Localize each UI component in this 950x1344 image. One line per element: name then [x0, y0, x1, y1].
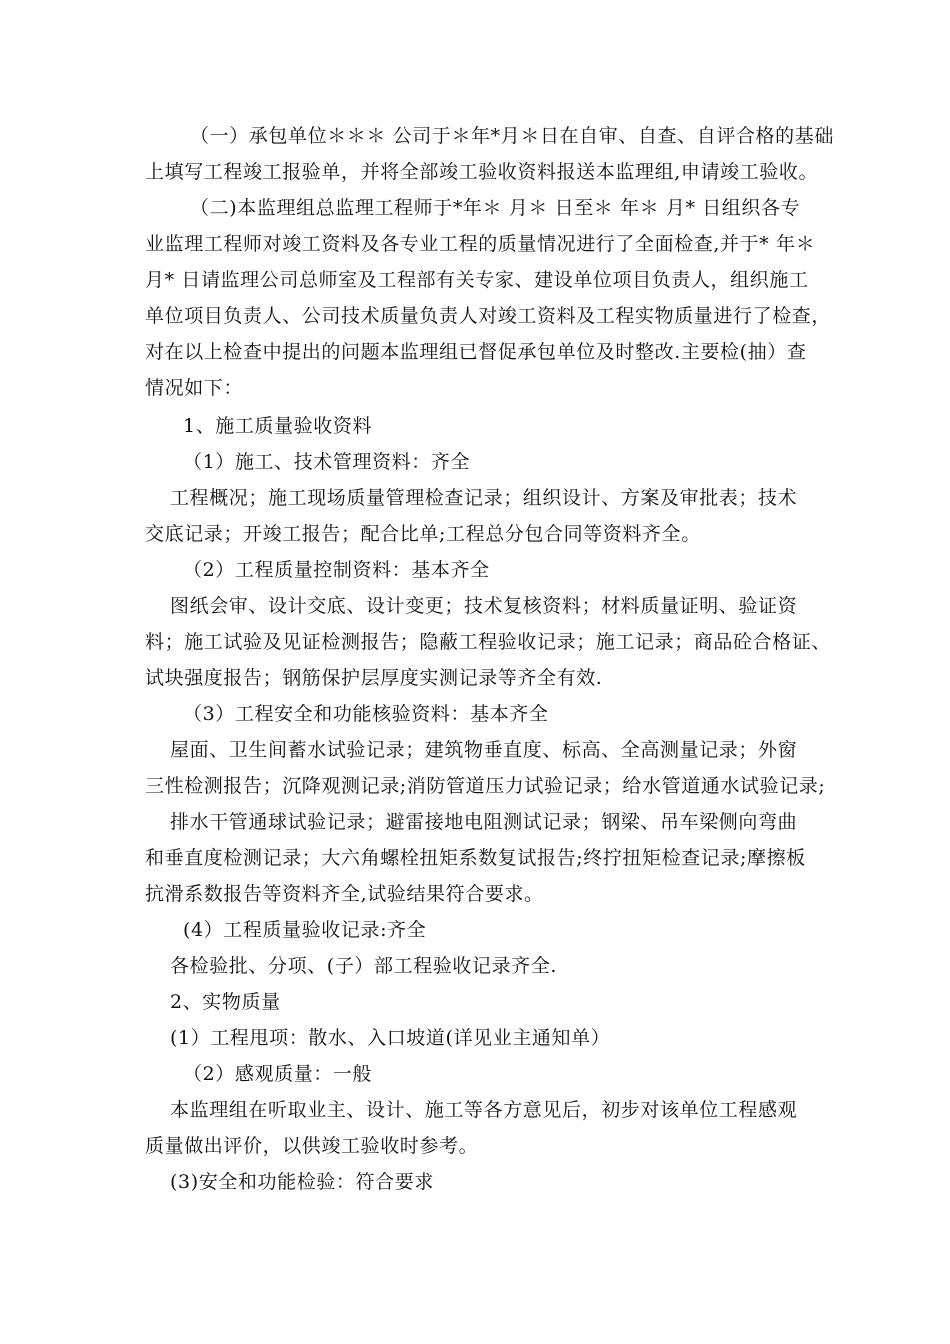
paragraph-1-line-1: （一）承包单位＊＊＊ 公司于＊年*月＊日在自审、自查、自评合格的基础 [190, 125, 834, 147]
item-1-1-line-2: 交底记录；开竣工报告；配合比单;工程总分包合同等资料齐全。 [145, 523, 701, 545]
subheading-2-3: (3)安全和功能检验：符合要求 [170, 1171, 434, 1193]
item-2-2-line-1: 本监理组在听取业主、设计、施工等各方意见后，初步对该单位工程感观 [170, 1099, 798, 1121]
paragraph-2-line-5: 对在以上检查中提出的问题本监理组已督促承包单位及时整改.主要检(抽）查 [145, 341, 807, 363]
paragraph-2-line-6: 情况如下： [145, 377, 244, 399]
paragraph-2-line-1: （二)本监理组总监理工程师于*年＊ 月＊ 日至＊ 年＊ 月* 日组织各专 [190, 197, 801, 219]
item-1-2-line-1: 图纸会审、设计交底、设计变更；技术复核资料；材料质量证明、验证资 [170, 595, 798, 617]
item-1-3-line-3: 排水干管通球试验记录；避雷接地电阻测试记录；钢梁、吊车梁侧向弯曲 [170, 811, 798, 833]
item-1-4-line-1: 各检验批、分项、(子）部工程验收记录齐全. [170, 955, 558, 977]
section-heading-2: 2、实物质量 [170, 991, 281, 1013]
subheading-1-1: （1）施工、技术管理资料：齐全 [183, 451, 471, 473]
subheading-2-2: （2）感观质量：一般 [183, 1063, 373, 1085]
item-1-3-line-4: 和垂直度检测记录；大六角螺栓扭矩系数复试报告;终拧扭矩检查记录;摩擦板 [145, 847, 806, 869]
item-1-2-line-2: 料；施工试验及见证检测报告；隐蔽工程验收记录；施工记录；商品砼合格证、 [145, 631, 832, 653]
subheading-2-1: (1）工程甩项：散水、入口坡道(详见业主通知单） [170, 1027, 611, 1049]
item-1-3-line-2: 三性检测报告；沉降观测记录;消防管道压力试验记录；给水管道通水试验记录; [145, 775, 826, 797]
paragraph-2-line-4: 单位项目负责人、公司技术质量负责人对竣工资料及工程实物质量进行了检查， [145, 305, 832, 327]
subheading-1-4: (4）工程质量验收记录:齐全 [183, 919, 427, 941]
subheading-1-2: （2）工程质量控制资料：基本齐全 [183, 559, 490, 581]
paragraph-2-line-3: 月* 日请监理公司总师室及工程部有关专家、建设单位项目负责人，组织施工 [145, 269, 809, 291]
item-1-3-line-5: 抗滑系数报告等资料齐全,试验结果符合要求。 [145, 883, 544, 905]
item-1-2-line-3: 试块强度报告；钢筋保护层厚度实测记录等齐全有效. [145, 667, 603, 689]
paragraph-1-line-2: 上填写工程竣工报验单，并将全部竣工验收资料报送本监理组,申请竣工验收。 [145, 161, 819, 183]
section-heading-1: 1、施工质量验收资料 [183, 415, 373, 437]
item-1-3-line-1: 屋面、卫生间蓄水试验记录；建筑物垂直度、标高、全高测量记录；外窗 [170, 739, 798, 761]
paragraph-2-line-2: 业监理工程师对竣工资料及各专业工程的质量情况进行了全面检查,并于* 年＊ [145, 233, 816, 255]
subheading-1-3: （3）工程安全和功能核验资料：基本齐全 [183, 703, 549, 725]
item-1-1-line-1: 工程概况；施工现场质量管理检查记录；组织设计、方案及审批表；技术 [170, 487, 798, 509]
item-2-2-line-2: 质量做出评价，以供竣工验收时参考。 [145, 1135, 479, 1157]
